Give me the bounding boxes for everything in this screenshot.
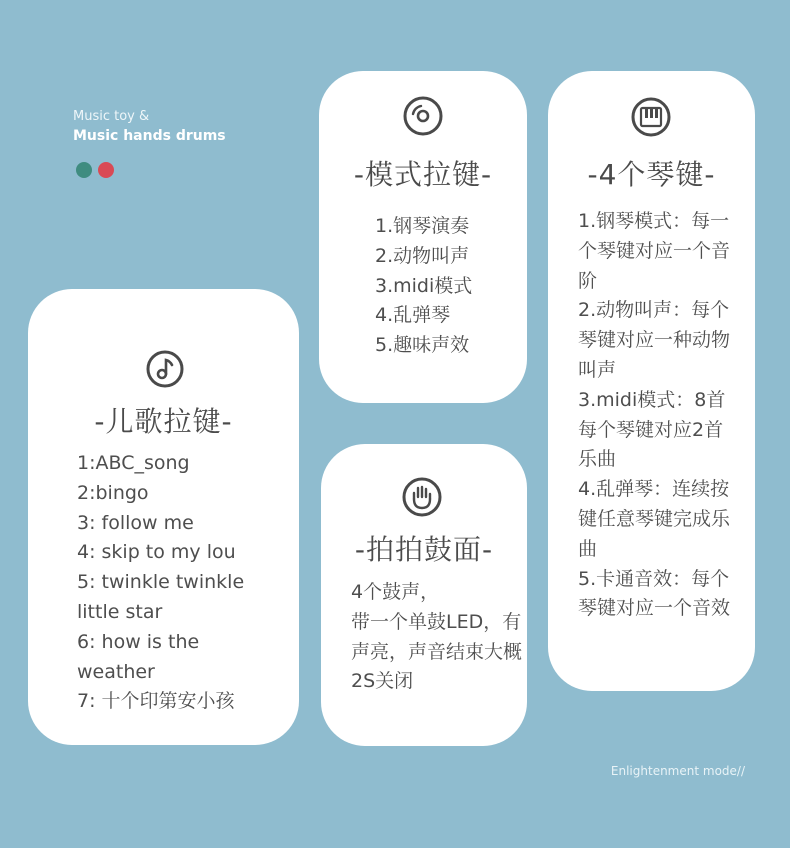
list-item: 5: twinkle twinkle little star bbox=[77, 571, 245, 623]
list-item: 4.乱弹琴 bbox=[375, 304, 451, 327]
color-dots bbox=[76, 162, 114, 178]
list-item: 5.卡通音效：每个琴键对应一个音效 bbox=[578, 567, 731, 620]
list-item: 4个鼓声， bbox=[351, 581, 440, 603]
list-item: 3.midi模式：8首每个琴键对应2首乐曲 bbox=[578, 388, 726, 471]
list-item: 1.钢琴演奏 bbox=[375, 215, 470, 237]
list-item: 1:ABC_song bbox=[77, 452, 190, 474]
drum-card-title: -拍拍鼓面- bbox=[354, 533, 494, 566]
list-item: 2.动物叫声：每个琴键对应一种动物叫声 bbox=[578, 299, 731, 381]
footer-caption: Enlightenment mode// bbox=[610, 764, 745, 778]
list-item: 4: skip to my lou bbox=[77, 541, 236, 564]
piano-keys-icon bbox=[631, 97, 671, 137]
hand-icon bbox=[402, 477, 442, 517]
keys-list bbox=[578, 207, 738, 624]
mode-card bbox=[319, 71, 527, 403]
list-item: 5.趣味声效 bbox=[375, 334, 470, 357]
red-dot bbox=[98, 162, 114, 178]
list-item: 4.乱弹琴：连续按键任意琴键完成乐曲 bbox=[578, 478, 731, 560]
list-item: 1.钢琴模式：每一个琴键对应一个音阶 bbox=[578, 210, 731, 292]
brand-title: Music hands drums bbox=[73, 128, 226, 144]
list-item: 带一个单鼓LED，有声亮，声音结束大概2S关闭 bbox=[351, 610, 523, 693]
list-item: 2:bingo bbox=[77, 481, 149, 504]
list-item: 7: 十个印第安小孩 bbox=[77, 690, 235, 713]
brand-subtitle: Music toy & bbox=[73, 109, 150, 124]
green-dot bbox=[76, 162, 92, 178]
list-item: 3: follow me bbox=[77, 511, 194, 534]
list-item: 6: how is the weather bbox=[77, 630, 200, 683]
drum-list bbox=[351, 578, 523, 697]
drum-card bbox=[321, 444, 527, 746]
disc-icon bbox=[403, 96, 443, 136]
mode-list bbox=[375, 212, 472, 361]
music-note-icon bbox=[145, 349, 185, 389]
brand-block bbox=[73, 108, 226, 146]
mode-card-title: -模式拉键- bbox=[353, 158, 493, 191]
songs-card bbox=[28, 289, 299, 745]
songs-card-title: -儿歌拉键- bbox=[94, 405, 233, 438]
keys-card bbox=[548, 71, 755, 691]
list-item: 2.动物叫声 bbox=[375, 244, 470, 267]
list-item: 3.midi模式 bbox=[375, 274, 473, 297]
songs-list bbox=[77, 449, 282, 717]
keys-card-title: -4个琴键- bbox=[587, 158, 716, 191]
